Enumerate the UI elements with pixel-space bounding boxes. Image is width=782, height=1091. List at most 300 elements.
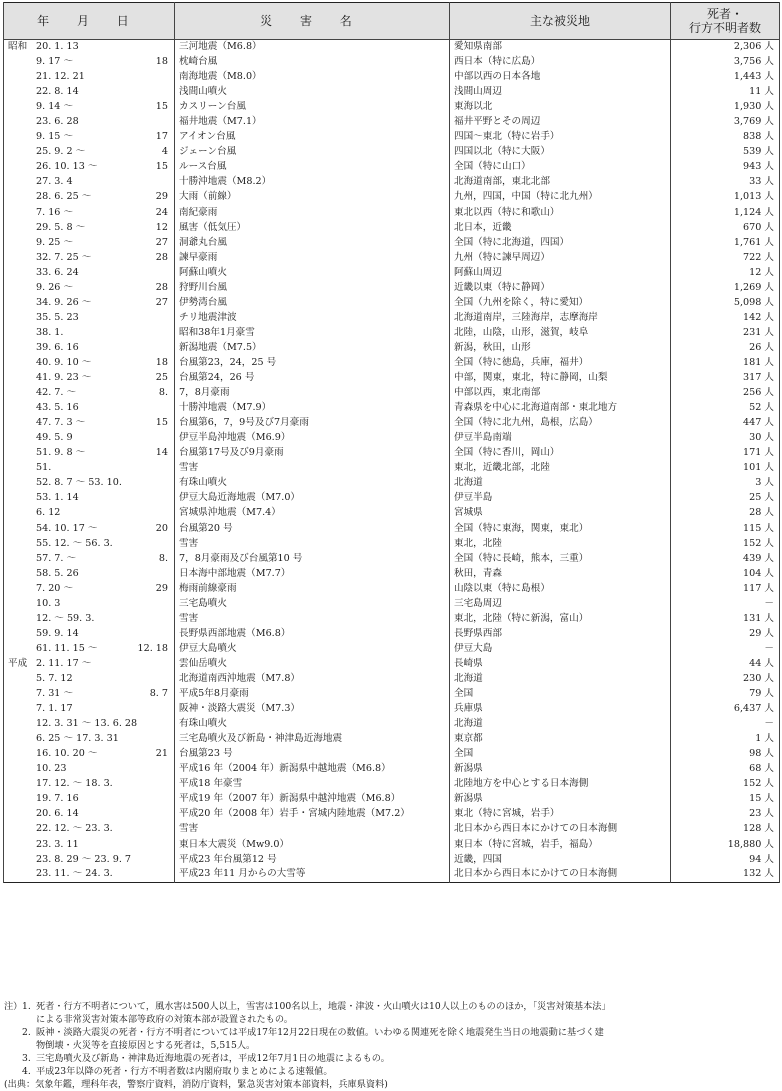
date-era: 昭和 bbox=[8, 41, 28, 53]
disaster-table bbox=[3, 2, 780, 883]
date-end: 28 bbox=[155, 251, 168, 263]
cell-casualties: 101 人 bbox=[671, 461, 780, 476]
cell-date bbox=[4, 220, 175, 235]
cell-casualties: 152 人 bbox=[671, 777, 780, 792]
cell-affected-area: 全国（特に東海，関東，東北） bbox=[450, 521, 671, 536]
note-number: 2. bbox=[22, 1027, 31, 1038]
date-start: 7. 1. 17 bbox=[36, 703, 73, 715]
date-end: 28 bbox=[155, 281, 168, 293]
date-start: 58. 5. 26 bbox=[36, 567, 79, 579]
header-date: 年 月 日 bbox=[4, 3, 175, 40]
cell-date bbox=[4, 747, 175, 762]
cell-date bbox=[4, 641, 175, 656]
cell-affected-area: 近畿以東（特に静岡） bbox=[450, 280, 671, 295]
cell-casualties: 52 人 bbox=[671, 401, 780, 416]
table-row bbox=[4, 732, 780, 747]
cell-disaster-name: 台風第6，7，9号及び7月豪雨 bbox=[175, 416, 450, 431]
cell-affected-area: 九州，四国，中国（特に北九州） bbox=[450, 190, 671, 205]
cell-affected-area: 全国（特に北九州，島根，広島） bbox=[450, 416, 671, 431]
cell-affected-area: 長野県西部 bbox=[450, 626, 671, 641]
cell-casualties: 152 人 bbox=[671, 536, 780, 551]
cell-disaster-name: ジェーン台風 bbox=[175, 145, 450, 160]
cell-affected-area: 北日本から西日本にかけての日本海側 bbox=[450, 822, 671, 837]
table-row bbox=[4, 371, 780, 386]
table-row bbox=[4, 250, 780, 265]
cell-affected-area: 東北，北陸（特に新潟，富山） bbox=[450, 611, 671, 626]
cell-casualties: 838 人 bbox=[671, 130, 780, 145]
cell-casualties: － bbox=[671, 641, 780, 656]
table-row bbox=[4, 431, 780, 446]
cell-disaster-name: 諫早豪雨 bbox=[175, 250, 450, 265]
table-row bbox=[4, 581, 780, 596]
cell-casualties: 171 人 bbox=[671, 446, 780, 461]
cell-affected-area: 全国（特に長崎，熊本，三重） bbox=[450, 551, 671, 566]
date-start: 17. 12. ～ 18. 3. bbox=[36, 778, 113, 790]
date-end: 8. bbox=[158, 387, 168, 399]
cell-affected-area: 新潟県 bbox=[450, 762, 671, 777]
date-era: 平成 bbox=[8, 657, 28, 669]
cell-disaster-name: 台風第17号及び9月豪雨 bbox=[175, 446, 450, 461]
table-row bbox=[4, 671, 780, 686]
table-row bbox=[4, 325, 780, 340]
cell-casualties: 1,930 人 bbox=[671, 100, 780, 115]
cell-affected-area: 青森県を中心に北海道南部・東北地方 bbox=[450, 401, 671, 416]
cell-affected-area: 山陰以東（特に島根） bbox=[450, 581, 671, 596]
date-end: 18 bbox=[155, 56, 168, 68]
cell-disaster-name: 7，8月豪雨 bbox=[175, 386, 450, 401]
cell-date bbox=[4, 70, 175, 85]
cell-affected-area: 北海道南部，東北北部 bbox=[450, 175, 671, 190]
cell-affected-area: 全国 bbox=[450, 687, 671, 702]
cell-affected-area: 北海道 bbox=[450, 717, 671, 732]
date-start: 51. bbox=[36, 462, 52, 474]
cell-disaster-name: 阿蘇山噴火 bbox=[175, 265, 450, 280]
date-start: 6. 12 bbox=[36, 507, 61, 519]
cell-date bbox=[4, 566, 175, 581]
cell-casualties: 722 人 bbox=[671, 250, 780, 265]
table-row bbox=[4, 762, 780, 777]
date-end: 21 bbox=[155, 748, 168, 760]
note-text: 阪神・淡路大震災の死者・行方不明者については平成17年12月22日現在の数値。いわゆる関連死を除く地震発生当日の地震動に基づく建 bbox=[36, 1027, 604, 1038]
table-row bbox=[4, 792, 780, 807]
cell-disaster-name: 平成5年8月豪雨 bbox=[175, 687, 450, 702]
cell-affected-area: 福井平野とその周辺 bbox=[450, 115, 671, 130]
date-start: 21. 12. 21 bbox=[36, 71, 85, 83]
cell-casualties: 3,756 人 bbox=[671, 55, 780, 70]
date-start: 51. 9. 8 ～ bbox=[36, 447, 86, 459]
cell-date bbox=[4, 250, 175, 265]
table-row bbox=[4, 160, 780, 175]
table-row bbox=[4, 852, 780, 867]
date-end: 27 bbox=[155, 296, 168, 308]
cell-disaster-name: 東日本大震災（Mw9.0） bbox=[175, 837, 450, 852]
cell-casualties: 670 人 bbox=[671, 220, 780, 235]
cell-affected-area: 東日本（特に宮城，岩手，福島） bbox=[450, 837, 671, 852]
table-row bbox=[4, 70, 780, 85]
table-row bbox=[4, 100, 780, 115]
date-end: 29 bbox=[155, 582, 168, 594]
date-end: 8. bbox=[158, 552, 168, 564]
cell-affected-area: 浅間山周辺 bbox=[450, 85, 671, 100]
cell-affected-area: 中部以西の日本各地 bbox=[450, 70, 671, 85]
cell-date bbox=[4, 386, 175, 401]
note-prefix bbox=[4, 1026, 22, 1039]
cell-date bbox=[4, 491, 175, 506]
note-prefix bbox=[4, 1065, 22, 1078]
date-start: 10. 23 bbox=[36, 763, 67, 775]
note-number bbox=[22, 1039, 36, 1052]
cell-casualties: 943 人 bbox=[671, 160, 780, 175]
table-row bbox=[4, 461, 780, 476]
cell-casualties: 231 人 bbox=[671, 325, 780, 340]
date-start: 25. 9. 2 ～ bbox=[36, 146, 86, 158]
cell-casualties: 5,098 人 bbox=[671, 295, 780, 310]
note-number bbox=[22, 1013, 36, 1026]
cell-disaster-name: 7，8月豪雨及び台風第10 号 bbox=[175, 551, 450, 566]
cell-affected-area: 阿蘇山周辺 bbox=[450, 265, 671, 280]
date-start: 28. 6. 25 ～ bbox=[36, 191, 92, 203]
date-start: 6. 25 ～ 17. 3. 31 bbox=[36, 733, 119, 745]
cell-date bbox=[4, 687, 175, 702]
cell-disaster-name: 雲仙岳噴火 bbox=[175, 656, 450, 671]
date-end: 20 bbox=[155, 522, 168, 534]
cell-affected-area: 三宅島周辺 bbox=[450, 596, 671, 611]
cell-disaster-name: 風害（低気圧） bbox=[175, 220, 450, 235]
cell-affected-area: 全国（特に徳島，兵庫，福井） bbox=[450, 355, 671, 370]
table-row bbox=[4, 355, 780, 370]
cell-affected-area: 東北（特に宮城，岩手） bbox=[450, 807, 671, 822]
table-row bbox=[4, 611, 780, 626]
date-start: 9. 26 ～ bbox=[36, 281, 74, 293]
cell-affected-area: 東北，北陸 bbox=[450, 536, 671, 551]
date-start: 26. 10. 13 ～ bbox=[36, 161, 98, 173]
cell-date bbox=[4, 355, 175, 370]
cell-casualties: 1,124 人 bbox=[671, 205, 780, 220]
table-row bbox=[4, 130, 780, 145]
cell-disaster-name: カスリーン台風 bbox=[175, 100, 450, 115]
source-citation: (出典：気象年鑑，理科年表，警察庁資料，消防庁資料，緊急災害対策本部資料，兵庫県資料) bbox=[4, 1079, 388, 1090]
table-row bbox=[4, 822, 780, 837]
date-start: 29. 5. 8 ～ bbox=[36, 221, 86, 233]
date-start: 38. 1. bbox=[36, 326, 64, 338]
table-row bbox=[4, 85, 780, 100]
cell-affected-area: 愛知県南部 bbox=[450, 40, 671, 55]
cell-date bbox=[4, 416, 175, 431]
table-row bbox=[4, 656, 780, 671]
cell-affected-area: 全国（九州を除く，特に愛知） bbox=[450, 295, 671, 310]
table-row bbox=[4, 641, 780, 656]
date-start: 7. 20 ～ bbox=[36, 582, 74, 594]
cell-date bbox=[4, 130, 175, 145]
cell-casualties: 1 人 bbox=[671, 732, 780, 747]
date-start: 61. 11. 15 ～ bbox=[36, 642, 98, 654]
date-start: 41. 9. 23 ～ bbox=[36, 372, 92, 384]
cell-affected-area: 北海道 bbox=[450, 671, 671, 686]
cell-disaster-name: 平成20 年（2008 年）岩手・宮城内陸地震（M7.2） bbox=[175, 807, 450, 822]
cell-affected-area: 兵庫県 bbox=[450, 702, 671, 717]
cell-affected-area: 新潟県 bbox=[450, 792, 671, 807]
cell-affected-area: 北日本から西日本にかけての日本海側 bbox=[450, 867, 671, 882]
cell-casualties: 30 人 bbox=[671, 431, 780, 446]
cell-affected-area: 四国以北（特に大阪） bbox=[450, 145, 671, 160]
date-start: 22. 8. 14 bbox=[36, 86, 79, 98]
cell-affected-area: 伊豆半島南端 bbox=[450, 431, 671, 446]
table-row bbox=[4, 687, 780, 702]
table-row bbox=[4, 837, 780, 852]
cell-disaster-name: チリ地震津波 bbox=[175, 310, 450, 325]
table-row bbox=[4, 386, 780, 401]
cell-affected-area: 長崎県 bbox=[450, 656, 671, 671]
cell-casualties: 256 人 bbox=[671, 386, 780, 401]
date-end: 17 bbox=[155, 131, 168, 143]
date-start: 9. 17 ～ bbox=[36, 56, 74, 68]
date-start: 49. 5. 9 bbox=[36, 432, 73, 444]
date-end: 12 bbox=[155, 221, 168, 233]
table-row bbox=[4, 777, 780, 792]
note-prefix bbox=[4, 1013, 22, 1026]
note-number: 3. bbox=[22, 1053, 31, 1064]
cell-date bbox=[4, 596, 175, 611]
date-start: 23. 3. 11 bbox=[36, 838, 79, 850]
note-line bbox=[4, 1013, 780, 1026]
cell-disaster-name: 雪害 bbox=[175, 822, 450, 837]
cell-disaster-name: 台風第23 号 bbox=[175, 747, 450, 762]
cell-disaster-name: 浅間山噴火 bbox=[175, 85, 450, 100]
table-row bbox=[4, 115, 780, 130]
cell-casualties: 447 人 bbox=[671, 416, 780, 431]
cell-affected-area: 東海以北 bbox=[450, 100, 671, 115]
cell-disaster-name: 雪害 bbox=[175, 536, 450, 551]
cell-affected-area: 新潟，秋田，山形 bbox=[450, 340, 671, 355]
cell-date bbox=[4, 205, 175, 220]
cell-casualties: 12 人 bbox=[671, 265, 780, 280]
cell-date bbox=[4, 461, 175, 476]
note-prefix bbox=[4, 1052, 22, 1065]
cell-affected-area: 東北以西（特に和歌山） bbox=[450, 205, 671, 220]
date-start: 19. 7. 16 bbox=[36, 793, 79, 805]
date-start: 23. 11. ～ 24. 3. bbox=[36, 868, 113, 880]
cell-casualties: 317 人 bbox=[671, 371, 780, 386]
cell-casualties: 28 人 bbox=[671, 506, 780, 521]
cell-affected-area: 秋田，青森 bbox=[450, 566, 671, 581]
note-prefix bbox=[4, 1039, 22, 1052]
cell-disaster-name: 台風第23，24，25 号 bbox=[175, 355, 450, 370]
cell-date bbox=[4, 265, 175, 280]
cell-date bbox=[4, 671, 175, 686]
cell-date bbox=[4, 115, 175, 130]
date-start: 52. 8. 7 ～ 53. 10. bbox=[36, 477, 122, 489]
table-row bbox=[4, 235, 780, 250]
cell-date bbox=[4, 536, 175, 551]
cell-disaster-name: 昭和38年1月豪雪 bbox=[175, 325, 450, 340]
note-text: 物倒壊・火災等を直接原因とする死者は，5,515人。 bbox=[36, 1040, 256, 1051]
cell-affected-area: 西日本（特に広島） bbox=[450, 55, 671, 70]
cell-disaster-name: 三宅島噴火及び新島・神津島近海地震 bbox=[175, 732, 450, 747]
cell-casualties: 33 人 bbox=[671, 175, 780, 190]
cell-disaster-name: 平成23 年11 月からの大雪等 bbox=[175, 867, 450, 882]
table-row bbox=[4, 717, 780, 732]
note-line bbox=[4, 1065, 780, 1078]
cell-date bbox=[4, 506, 175, 521]
cell-date bbox=[4, 295, 175, 310]
cell-date bbox=[4, 371, 175, 386]
cell-disaster-name: 雪害 bbox=[175, 461, 450, 476]
cell-casualties: 23 人 bbox=[671, 807, 780, 822]
cell-disaster-name: 阪神・淡路大震災（M7.3） bbox=[175, 702, 450, 717]
date-end: 14 bbox=[155, 447, 168, 459]
date-start: 5. 7. 12 bbox=[36, 672, 73, 684]
cell-date bbox=[4, 100, 175, 115]
date-start: 34. 9. 26 ～ bbox=[36, 296, 92, 308]
note-number: 1. bbox=[22, 1001, 31, 1012]
date-start: 53. 1. 14 bbox=[36, 492, 79, 504]
cell-disaster-name: 福井地震（M7.1） bbox=[175, 115, 450, 130]
date-start: 16. 10. 20 ～ bbox=[36, 748, 98, 760]
table-row bbox=[4, 205, 780, 220]
header-affected-area: 主な被災地 bbox=[450, 3, 671, 40]
cell-date bbox=[4, 431, 175, 446]
table-row bbox=[4, 747, 780, 762]
table-row bbox=[4, 702, 780, 717]
cell-date bbox=[4, 40, 175, 55]
cell-casualties: 6,437 人 bbox=[671, 702, 780, 717]
table-row bbox=[4, 551, 780, 566]
cell-date bbox=[4, 581, 175, 596]
cell-date bbox=[4, 190, 175, 205]
note-line bbox=[4, 1052, 780, 1065]
cell-date bbox=[4, 280, 175, 295]
cell-date bbox=[4, 310, 175, 325]
date-start: 20. 6. 14 bbox=[36, 808, 79, 820]
cell-date bbox=[4, 762, 175, 777]
cell-date bbox=[4, 340, 175, 355]
cell-affected-area: 東北，近畿北部，北陸 bbox=[450, 461, 671, 476]
cell-disaster-name: 三河地震（M6.8） bbox=[175, 40, 450, 55]
table-row bbox=[4, 280, 780, 295]
cell-disaster-name: 台風第24，26 号 bbox=[175, 371, 450, 386]
date-start: 9. 25 ～ bbox=[36, 236, 74, 248]
note-text: 三宅島噴火及び新島・神津島近海地震の死者は，平成12年7月1日の地震によるもの。 bbox=[36, 1053, 390, 1064]
date-start: 12. ～ 59. 3. bbox=[36, 612, 95, 624]
cell-disaster-name: 有珠山噴火 bbox=[175, 476, 450, 491]
table-row bbox=[4, 40, 780, 55]
cell-affected-area: 近畿，四国 bbox=[450, 852, 671, 867]
cell-affected-area: 宮城県 bbox=[450, 506, 671, 521]
cell-disaster-name: 伊豆半島沖地震（M6.9） bbox=[175, 431, 450, 446]
cell-affected-area: 中部以西，東北南部 bbox=[450, 386, 671, 401]
table-row bbox=[4, 867, 780, 882]
date-start: 43. 5. 16 bbox=[36, 402, 79, 414]
cell-affected-area: 北陸，山陰，山形，滋賀，岐阜 bbox=[450, 325, 671, 340]
cell-affected-area: 四国～東北（特に岩手） bbox=[450, 130, 671, 145]
date-start: 57. 7. ～ bbox=[36, 552, 77, 564]
date-start: 23. 6. 28 bbox=[36, 116, 79, 128]
date-end: 29 bbox=[155, 191, 168, 203]
date-start: 12. 3. 31 ～ 13. 6. 28 bbox=[36, 718, 138, 730]
date-start: 42. 7. ～ bbox=[36, 387, 77, 399]
cell-disaster-name: 三宅島噴火 bbox=[175, 596, 450, 611]
cell-date bbox=[4, 777, 175, 792]
cell-casualties: 25 人 bbox=[671, 491, 780, 506]
cell-disaster-name: 平成19 年（2007 年）新潟県中越沖地震（M6.8） bbox=[175, 792, 450, 807]
cell-disaster-name: 大雨（前線） bbox=[175, 190, 450, 205]
cell-disaster-name: 十勝沖地震（M7.9） bbox=[175, 401, 450, 416]
cell-casualties: 15 人 bbox=[671, 792, 780, 807]
table-row bbox=[4, 340, 780, 355]
cell-disaster-name: 北海道南西沖地震（M7.8） bbox=[175, 671, 450, 686]
cell-casualties: 44 人 bbox=[671, 656, 780, 671]
cell-affected-area: 北海道南岸，三陸海岸，志摩海岸 bbox=[450, 310, 671, 325]
cell-affected-area: 北日本，近畿 bbox=[450, 220, 671, 235]
cell-disaster-name: 雪害 bbox=[175, 611, 450, 626]
date-start: 7. 31 ～ bbox=[36, 688, 74, 700]
date-end: 4 bbox=[161, 146, 168, 158]
cell-affected-area: 全国（特に山口） bbox=[450, 160, 671, 175]
cell-disaster-name: 狩野川台風 bbox=[175, 280, 450, 295]
cell-date bbox=[4, 837, 175, 852]
cell-casualties: 3,769 人 bbox=[671, 115, 780, 130]
date-start: 9. 14 ～ bbox=[36, 101, 74, 113]
cell-casualties: 79 人 bbox=[671, 687, 780, 702]
date-start: 10. 3 bbox=[36, 597, 61, 609]
cell-casualties: 11 人 bbox=[671, 85, 780, 100]
cell-date bbox=[4, 852, 175, 867]
cell-casualties: 1,443 人 bbox=[671, 70, 780, 85]
cell-disaster-name: 有珠山噴火 bbox=[175, 717, 450, 732]
date-start: 54. 10. 17 ～ bbox=[36, 522, 98, 534]
note-line bbox=[4, 1000, 780, 1013]
cell-casualties: 142 人 bbox=[671, 310, 780, 325]
cell-affected-area: 北海道 bbox=[450, 476, 671, 491]
cell-affected-area: 中部，関東，東北，特に静岡，山梨 bbox=[450, 371, 671, 386]
table-row bbox=[4, 446, 780, 461]
date-start: 27. 3. 4 bbox=[36, 176, 73, 188]
table-body bbox=[4, 40, 780, 883]
table-row bbox=[4, 310, 780, 325]
cell-date bbox=[4, 55, 175, 70]
cell-casualties: 1,761 人 bbox=[671, 235, 780, 250]
date-start: 33. 6. 24 bbox=[36, 266, 79, 278]
date-start: 47. 7. 3 ～ bbox=[36, 417, 86, 429]
note-number: 4. bbox=[22, 1066, 31, 1077]
cell-casualties: 115 人 bbox=[671, 521, 780, 536]
table-row bbox=[4, 506, 780, 521]
cell-affected-area: 伊豆半島 bbox=[450, 491, 671, 506]
table-row bbox=[4, 175, 780, 190]
cell-casualties: 26 人 bbox=[671, 340, 780, 355]
cell-disaster-name: 新潟地震（M7.5） bbox=[175, 340, 450, 355]
header-casualties bbox=[671, 3, 780, 40]
cell-date bbox=[4, 732, 175, 747]
table-header-row bbox=[4, 3, 780, 40]
header-casualties-line1: 死者・ bbox=[706, 7, 743, 21]
cell-date bbox=[4, 656, 175, 671]
cell-affected-area: 東京都 bbox=[450, 732, 671, 747]
cell-casualties: 29 人 bbox=[671, 626, 780, 641]
cell-disaster-name: アイオン台風 bbox=[175, 130, 450, 145]
cell-disaster-name: 台風第20 号 bbox=[175, 521, 450, 536]
cell-date bbox=[4, 235, 175, 250]
cell-casualties: 117 人 bbox=[671, 581, 780, 596]
date-start: 20. 1. 13 bbox=[36, 41, 79, 53]
cell-date bbox=[4, 702, 175, 717]
cell-date bbox=[4, 626, 175, 641]
cell-date bbox=[4, 822, 175, 837]
cell-casualties: 68 人 bbox=[671, 762, 780, 777]
note-text: 死者・行方不明者について，風水害は500人以上，雪害は100名以上，地震・津波・火山噴火は10人以上のもののほか，「災害対策基本法」 bbox=[36, 1001, 611, 1012]
cell-casualties: 128 人 bbox=[671, 822, 780, 837]
cell-date bbox=[4, 476, 175, 491]
